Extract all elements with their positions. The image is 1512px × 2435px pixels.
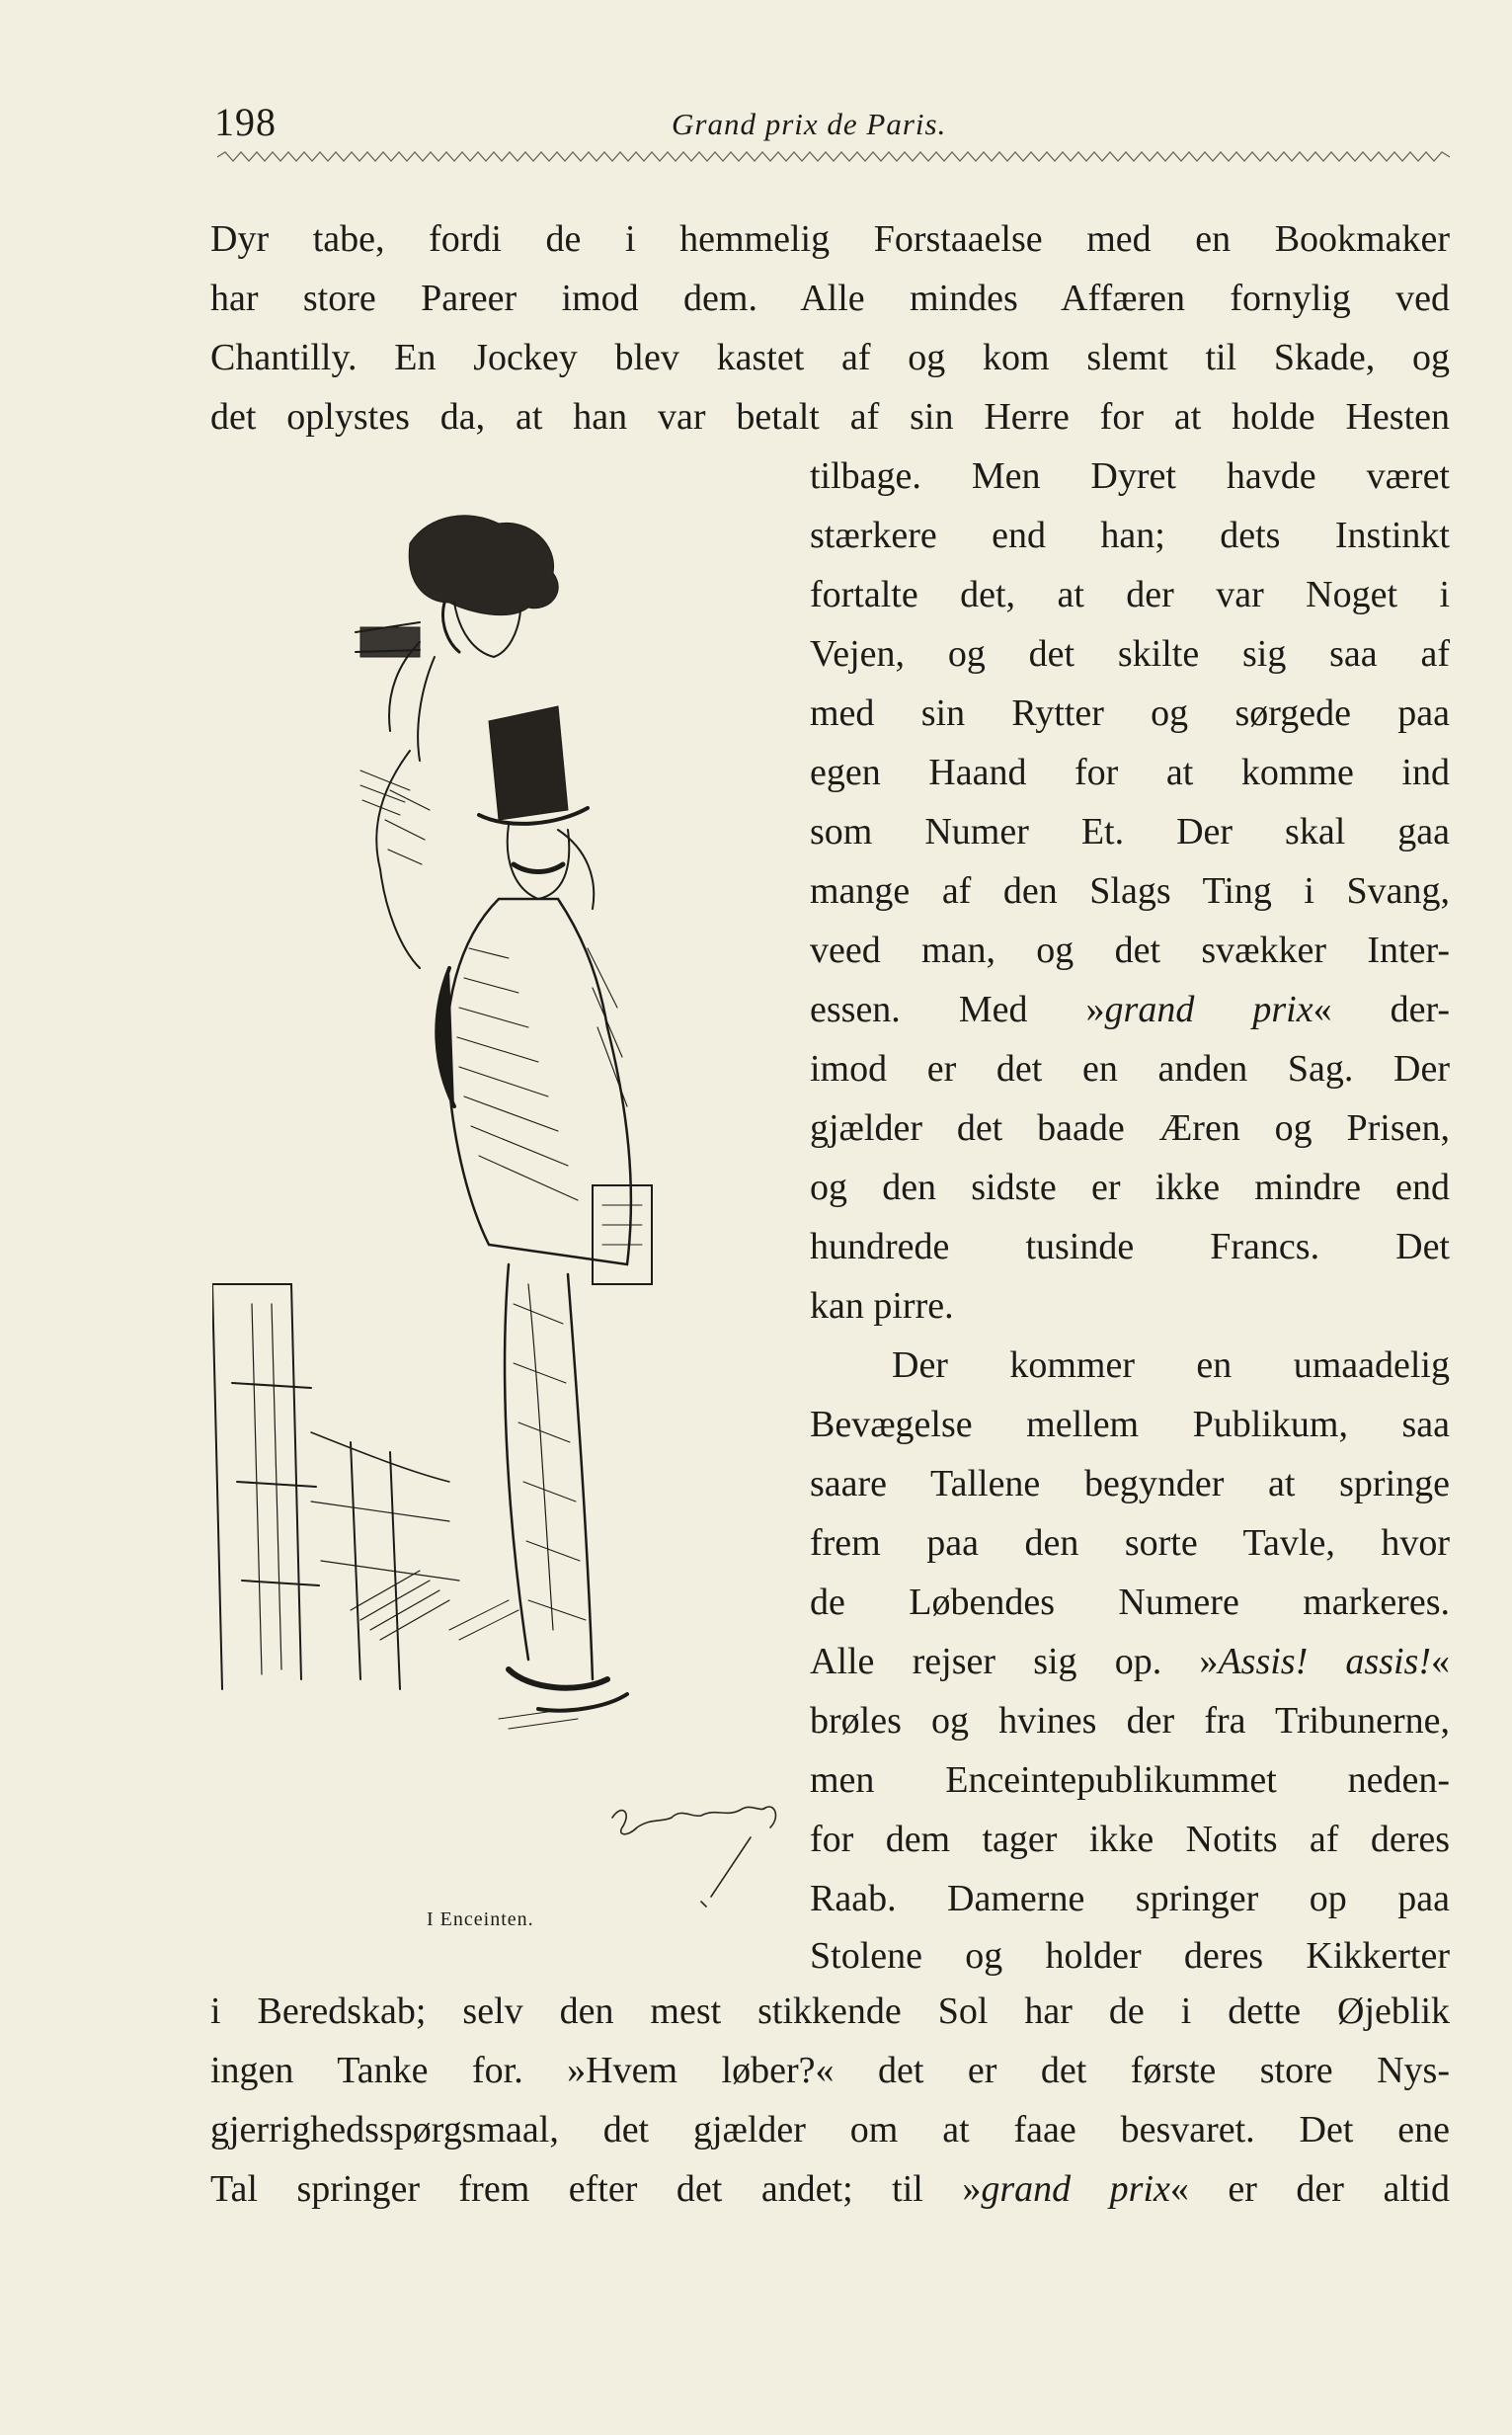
text-line: brøles og hvines der fra Tribunerne, xyxy=(810,1700,1450,1742)
text-line: gjælder det baade Æren og Prisen, xyxy=(810,1107,1450,1149)
text-line xyxy=(810,1640,1450,1683)
text-line: med sin Rytter og sørgede paa xyxy=(810,692,1450,734)
text-line: og den sidste er ikke mindre end xyxy=(810,1167,1450,1208)
page-number: 198 xyxy=(214,100,277,144)
text-line: mange af den Slags Ting i Svang, xyxy=(810,870,1450,912)
text-line: kan pirre. xyxy=(810,1285,954,1327)
artist-signature xyxy=(593,1788,810,1916)
text-line: stærkere end han; dets Instinkt xyxy=(810,515,1450,556)
text-segment: « er der altid xyxy=(1169,2168,1450,2210)
text-line: Bevægelse mellem Publikum, saa xyxy=(810,1404,1450,1445)
emphasis: grand prix xyxy=(981,2168,1170,2210)
text-line: for dem tager ikke Notits af deres xyxy=(810,1819,1450,1860)
text-line: Chantilly. En Jockey blev kastet af og kom slemt til Skade, og xyxy=(210,337,1450,378)
text-line: i Beredskab; selv den mest stikkende Sol har de i dette Øjeblik xyxy=(210,1990,1450,2032)
text-segment: Alle rejser sig op. » xyxy=(810,1641,1219,1682)
text-segment: Tal springer frem efter det andet; til » xyxy=(210,2168,982,2210)
text-line: Dyr tabe, fordi de i hemmelig Forstaaelse med en Bookmaker xyxy=(210,218,1450,260)
text-line: Raab. Damerne springer op paa xyxy=(810,1878,1450,1919)
text-line: det oplystes da, at han var betalt af sin Herre for at holde Hesten xyxy=(210,396,1450,438)
text-line: har store Pareer imod dem. Alle mindes Affæren fornylig ved xyxy=(210,278,1450,319)
text-line: fortalte det, at der var Noget i xyxy=(810,574,1450,615)
text-segment: « der- xyxy=(1313,989,1451,1030)
text-line: men Enceintepublikummet neden- xyxy=(810,1759,1450,1801)
text-line: gjerrighedsspørgsmaal, det gjælder om at faae besvaret. Det ene xyxy=(210,2109,1450,2151)
emphasis: Assis! assis! xyxy=(1218,1641,1431,1682)
text-line: som Numer Et. Der skal gaa xyxy=(810,811,1450,852)
text-line: tilbage. Men Dyret havde været xyxy=(810,455,1450,497)
text-segment: « xyxy=(1431,1641,1450,1682)
text-line: de Løbendes Numere markeres. xyxy=(810,1582,1450,1623)
text-line: Der kommer en umaadelig xyxy=(892,1344,1450,1386)
illustration-caption: I Enceinten. xyxy=(427,1908,534,1930)
text-line xyxy=(210,2167,1450,2211)
text-line: frem paa den sorte Tavle, hvor xyxy=(810,1522,1450,1564)
text-line: veed man, og det svækker Inter- xyxy=(810,930,1450,971)
text-line: Vejen, og det skilte sig saa af xyxy=(810,633,1450,675)
text-line: Stolene og holder deres Kikkerter xyxy=(810,1935,1450,1977)
text-line: imod er det en anden Sag. Der xyxy=(810,1048,1450,1090)
text-line: hundrede tusinde Francs. Det xyxy=(810,1226,1450,1267)
text-line xyxy=(810,988,1450,1031)
decorative-rule xyxy=(217,148,1450,166)
emphasis: grand prix xyxy=(1104,989,1313,1030)
running-head: Grand prix de Paris. xyxy=(672,107,947,141)
text-line: saare Tallene begynder at springe xyxy=(810,1463,1450,1504)
text-segment: essen. Med » xyxy=(810,989,1105,1030)
illustration-spectators-sketch xyxy=(212,494,795,1946)
text-line: egen Haand for at komme ind xyxy=(810,752,1450,793)
text-line: ingen Tanke for. »Hvem løber?« det er det første store Nys- xyxy=(210,2050,1450,2091)
